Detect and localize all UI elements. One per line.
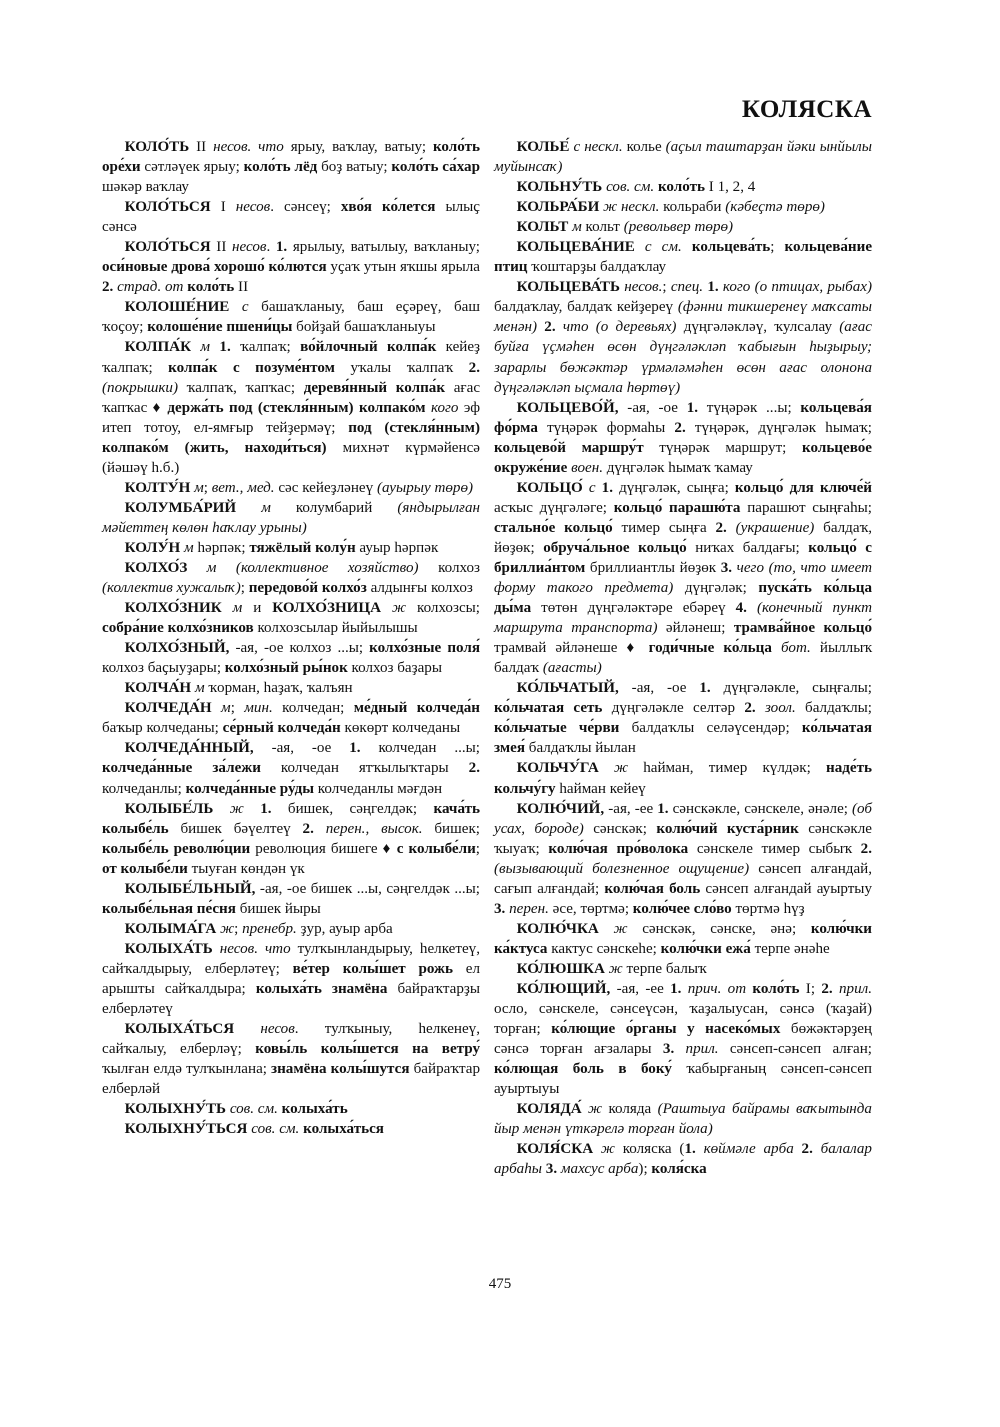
- dictionary-entry: КОЛО́ТЬСЯ II несов. 1. ярылыу, ватылыу, ваҡланыу; оси́новые дрова́ хорошо́ ко́лются уҫаҡ утын яҡшы ярыла 2. страд. от коло́ть II: [102, 239, 480, 296]
- dictionary-entry: КОЛУМБА́РИЙ м колумбарий (яндырылған мәйеттең көлөн һаҡлау урыны): [102, 499, 480, 536]
- dictionary-entry: КОЛЫБЕ́ЛЬНЫЙ, -ая, -ое бишек ...ы, сәңгелдәк ...ы; колыбе́льная пе́сня бишек йыры: [102, 880, 480, 917]
- dictionary-entry: КОЛЬЧУ́ГА ж һайман, тимер күлдәк; наде́ть кольчу́гу һайман кейеү: [494, 760, 872, 797]
- dictionary-entry: КОЛЬЦО́ с 1. дүңгәләк, сыңға; кольцо́ для ключе́й асҡыс дүңгәләге; кольцо́ парашю́та парашют сыңғаһы; стально́е кольцо́ тимер сыңға 2. (украшение) балдаҡ, йөҙөк; обруча́льное кольцо́ ниҡах балдағы; кольцо́ с бриллиа́нтом бриллиантлы йөҙөк 3. чего (то, что имеет форму такого предмета) дүңгәләк; пуска́ть ко́льца ды́ма төтөн дүңгәләктәре ебәреү 4. (конечный пункт маршрута транспорта) әйләнеш; трамва́йное кольцо́ трамвай әйләнеше ♦ годи́чные ко́льца бот. йыллыҡ балдаҡ (ағасты): [494, 479, 873, 677]
- dictionary-entry: КОЛТУ́Н м; вет., мед. сәс кейеҙләнеү (ауырыу төрө): [124, 479, 474, 496]
- dictionary-entry: КОЛЬТ м кольт (револьвер төрө): [516, 219, 734, 236]
- dictionary-entry: КОЛЧА́Н м ҡорман, һаҙаҡ, ҡалъян: [124, 680, 353, 697]
- dictionary-entry: КОЛЫХНУ́ТЬ сов. см. колыха́ть: [124, 1101, 348, 1118]
- dictionary-entry: КО́ЛЮЩИЙ, -ая, -ее 1. прич. от коло́ть I; 2. прил. осло, сәнскеле, сәнсеүсән, ҡаҙалыусан, сәнсә (ҡаҙай) торған; ко́лющие о́рганы у насеко́мых бөжәктәрҙең сәнсә торған ағзалары 3. прил. сәнсеп-сәнсеп алған; ко́лющая боль в боку́ ҡабырғаның сәнсеп-сәнсеп ауыртыуы: [494, 980, 873, 1098]
- dictionary-entry: КО́ЛЬЧАТЫЙ, -ая, -ое 1. дүңгәләкле, сыңғалы; ко́льчатая сеть дүңгәләкле селтәр 2. зоол. балдаҡлы; ко́льчатые че́рви балдаҡлы селәүсендәр; ко́льчатая змея́ балдаҡлы йылан: [494, 680, 872, 757]
- dictionary-entry: КОЛЧЕДА́ННЫЙ, -ая, -ое 1. колчедан ...ы; колчеда́нные за́лежи колчедан ятҡылыҡтары 2. колчеданлы; колчеда́нные ру́ды колчеданлы мәғдән: [102, 740, 480, 797]
- dictionary-entry: КОЛХО́ЗНЫЙ, -ая, -ое колхоз ...ы; колхо́зные поля́ колхоз баҫыуҙары; колхо́зный ры́нок колхоз баҙары: [102, 640, 480, 677]
- dictionary-entry: КОЛЬЦЕВА́НИЕ с см. кольцева́ть; кольцева́ние птиц ҡоштарҙы балдаҡлау: [494, 239, 873, 276]
- running-head: КОЛЯСКА: [741, 96, 872, 123]
- dictionary-entry: КОЛПА́К м 1. ҡалпаҡ; во́йлочный колпа́к кейеҙ ҡалпаҡ; колпа́к с позуме́нтом уҡалы ҡалпаҡ 2. (покрышки) ҡалпаҡ, ҡапҡас; деревя́нный колпа́к ағас ҡапҡас ♦ держа́ть под (стекля́нным) колпако́м кого эф итеп тотоу, ел-ямғыр тейҙермәү; под (стекля́нным) колпако́м (жить, находи́ться) михнәт күрмәйенсә (йәшәү һ.б.): [102, 339, 481, 476]
- dictionary-entry: КОЛЫМА́ГА ж; пренебр. ҙур, ауыр арба: [124, 920, 393, 937]
- dictionary-entry: КОЛЧЕДА́Н м; мин. колчедан; ме́дный колчеда́н баҡыр колчеданы; се́рный колчеда́н көкөрт колчеданы: [102, 700, 480, 737]
- dictionary-entry: КОЛХО́З м (коллективное хозяйство) колхоз (коллектив хужалыҡ); передово́й колхо́з алдынғы колхоз: [102, 559, 480, 597]
- dictionary-entry: КОЛУ́Н м һәрпәк; тяжёлый колу́н ауыр һәрпәк: [124, 539, 439, 556]
- dictionary-entry: КОЛЫХА́ТЬ несов. что тулҡынландырыу, һелкетеү, сайҡалдырыу, елберләтеү; ве́тер колы́шет рожь ел арышты сайҡалдыра; колыха́ть знамёна байраҡтарҙы елберләтеү: [102, 940, 480, 1018]
- dictionary-entry: КОЛЮ́ЧИЙ, -ая, -ее 1. сәнскәкле, сәнскеле, әнәле; (об усах, бороде) сәнскәк; колю́чий куста́рник сәнскәкле ҡыуаҡ; колю́чая про́волока сәнскеле тимер сыбыҡ 2. (вызывающий болезненное ощущение) сәнсеп алғандай, сағып алғандай; колю́чая боль сәнсеп алғандай ауыртыу 3. перен. әсе, төртмә; колю́чее сло́во төртмә һүҙ: [494, 800, 873, 917]
- dictionary-entry: КОЛЬРА́БИ ж нескл. кольраби (кәбеҫтә төрө): [516, 199, 825, 216]
- left-column: [102, 137, 480, 1139]
- dictionary-entry: КО́ЛЮШКА ж терпе балыҡ: [516, 960, 707, 977]
- dictionary-entry: КОЛЬНУ́ТЬ сов. см. коло́ть I 1, 2, 4: [516, 179, 756, 196]
- dictionary-entry: КОЛЫХНУ́ТЬСЯ сов. см. колыха́ться: [124, 1121, 384, 1138]
- dictionary-entry: КОЛО́ТЬ II несов. что ярыу, ваҡлау, ватыу; коло́ть оре́хи сәтләүек ярыу; коло́ть лёд боҙ ватыу; коло́ть са́хар шәкәр ваҡлау: [102, 139, 480, 196]
- dictionary-entry: КОЛХО́ЗНИК м и КОЛХО́ЗНИЦА ж колхозсы; собра́ние колхо́зников колхозсылар йыйылышы: [102, 600, 480, 637]
- right-column: [494, 137, 872, 1179]
- dictionary-entry: КОЛОШЕ́НИЕ с башаҡланыу, баш еҫәреү, баш ҡоҫоу; колоше́ние пшени́цы бойҙай башаҡланыуы: [102, 299, 480, 336]
- dictionary-entry: КОЛО́ТЬСЯ I несов. сәнсеү; хво́я ко́лется ылыҫ сәнсә: [102, 199, 480, 236]
- dictionary-entry: КОЛЬЦЕВО́Й, -ая, -ое 1. түңәрәк ...ы; кольцева́я фо́рма түңәрәк формаһы 2. түңәрәк, дүңгәләк һымаҡ; кольцево́й маршру́т түңәрәк маршрут; кольцево́е окруже́ние воен. дүңгәләк һымаҡ ҡамау: [494, 399, 872, 476]
- dictionary-entry: КОЛЬЕ́ с нескл. колье (аҫыл таштарҙан йәки ынйылы муйынсаҡ): [494, 139, 872, 176]
- dictionary-entry: КОЛЯ́СКА ж коляска (1. көймәле арба 2. балалар арбаһы 3. махсус арба); коля́ска: [494, 1141, 872, 1178]
- dictionary-entry: КОЛЫБЕ́ЛЬ ж 1. бишек, сәңгелдәк; кача́ть колыбе́ль бишек бәүелтеү 2. перен., высок. бишек; колыбе́ль револю́ции революция бишеге ♦ с колыбе́ли; от колыбе́ли тыуған көндән үк: [102, 800, 480, 877]
- dictionary-entry: КОЛЯДА́ ж коляда (Раштыуа байрамы ваҡытында йыр менән үткәрелә торған йола): [494, 1101, 872, 1138]
- dictionary-entry: КОЛЮ́ЧКА ж сәнскәк, сәнске, әнә; колю́чки ка́ктуса кактус сәнскеһе; колю́чки ежа́ терпе әнәһе: [494, 920, 873, 957]
- dictionary-entry: КОЛЫХА́ТЬСЯ несов. тулҡыныу, һелкенеү, сайҡалыу, елберләү; ковы́ль колы́шется на ветру́ ҡылған елдә тулҡынлана; знамёна колы́шутся байраҡтар елберләй: [102, 1021, 480, 1098]
- dictionary-entry: КОЛЬЦЕВА́ТЬ несов.; спец. 1. кого (о птицах, рыбах) балдаҡлау, балдаҡ кейҙереү (фәнни тикшеренеү маҡсаты менән) 2. что (о деревьях) дүңгәләкләү, ҡулсалау (ағас буйға үҫмәһен өсөн дүңгәләкләп ҡабығын һыҙырыу; зарарлы бөжәктәр үрмәләмәһен өсөн ағас олонона дүңгәләкләп ыҫмала һөртөү): [494, 279, 872, 396]
- page-number: 475: [488, 1276, 512, 1292]
